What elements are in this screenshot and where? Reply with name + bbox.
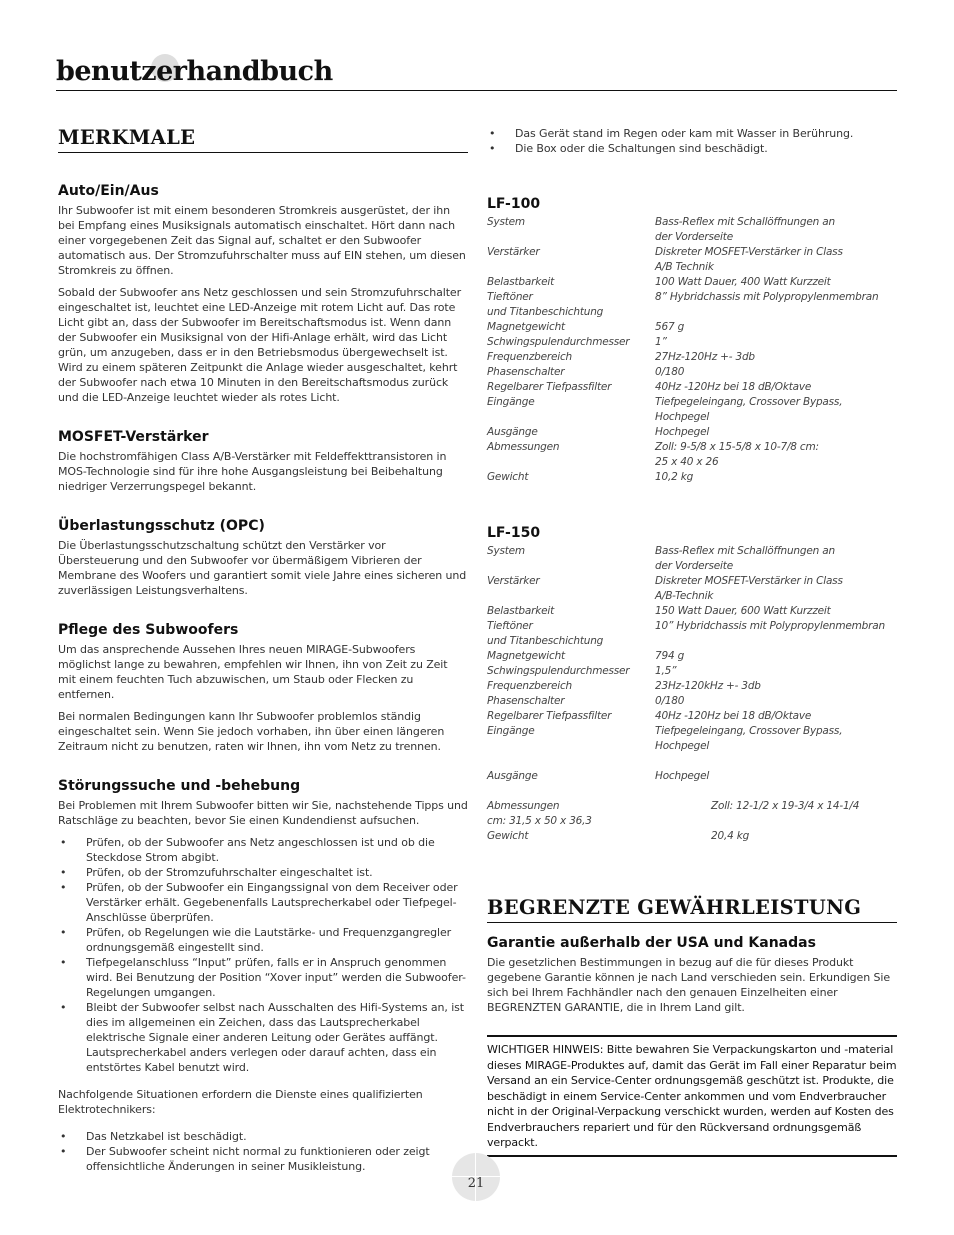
list-item: • Prüfen, ob der Stromzufuhrschalter eingeschaltet ist.	[58, 865, 468, 880]
spec-value: 8” Hybridchassis mit Polypropylenmembran	[655, 291, 879, 303]
spec-label	[487, 410, 655, 425]
header-rule	[56, 90, 897, 91]
spec-row	[487, 559, 897, 574]
spec-row	[487, 649, 897, 664]
spec-label: Gewicht	[487, 830, 529, 842]
auto-paragraph-2: Sobald der Subwoofer ans Netz geschlossen und sein Stromzufuhrschalter eingeschaltet ist, leuchtet eine LED-Anzeige mit rotem Licht auf. Das rote Licht gibt an, dass der Subwoofer im Bereitschaftsmodus ist. Wenn dann der Subwoofer ein Musiksignal von der Hifi-Anlage erhält, wird das Licht grün, um anzugeben, dass er in den Betriebsmodus übergewechselt ist. Wird zu einem späteren Zeitpunkt die Anlage wieder ausgeschaltet, kehrt der Subwoofer nach etwa 10 Minuten in den Bereitschaftsmodus zurück und die LED-Anzeige leuchtet wieder als rotes Licht.	[58, 286, 461, 404]
care-paragraph-1: Um das ansprechende Aussehen Ihres neuen MIRAGE-Subwoofers möglichst lange zu bewahren, empfehlen wir Ihnen, ihn von Zeit zu Zeit mit einem feuchten Tuch abzuwischen, um Staub oder Flecken zu entfernen.	[58, 643, 448, 701]
care-heading: Pflege des Subwoofers	[58, 622, 239, 638]
spec-label: Regelbarer Tiefpassfilter	[487, 710, 612, 722]
spec-value	[711, 814, 897, 829]
spec-row	[487, 335, 897, 350]
warranty-subheading: Garantie außerhalb der USA und Kanadas	[487, 935, 816, 951]
spec-label: Magnetgewicht	[487, 650, 565, 662]
spec-value	[655, 305, 897, 320]
spec-value: 27Hz-120Hz +- 3db	[655, 351, 755, 363]
spec-value: Hochpegel	[655, 770, 710, 782]
spec-row	[487, 664, 897, 679]
spec-value: A/B Technik	[655, 261, 714, 273]
spec-row	[487, 634, 897, 649]
spec-label: Magnetgewicht	[487, 321, 565, 333]
spec-label: Verstärker	[487, 246, 540, 258]
auto-paragraph-1: Ihr Subwoofer ist mit einem besonderen Stromkreis ausgerüstet, der ihn bei Empfang eines Musiksignals automatisch einschaltet. Hört dann nach einer vorgegebenen Zeit das Signal auf, schaltet er den Subwoofer automatisch aus. Der Stromzufuhrschalter muss auf EIN stehen, um diesen Stromkreis zu öffnen.	[58, 204, 466, 277]
spec-label: Verstärker	[487, 575, 540, 587]
spec-row	[487, 320, 897, 335]
list-item: • Die Box oder die Schaltungen sind beschädigt.	[487, 141, 897, 156]
important-notice-box	[487, 1035, 897, 1157]
spec-row	[487, 724, 897, 754]
opc-heading: Überlastungsschutz (OPC)	[58, 518, 265, 534]
spec-label: Abmessungen	[487, 800, 560, 812]
spec-row	[487, 679, 897, 694]
lf100-heading: LF-100	[487, 196, 541, 212]
spec-label: Frequenzbereich	[487, 351, 573, 363]
list-item: • Bleibt der Subwoofer selbst nach Ausschalten des Hifi-Systems an, ist dies im allgemeinen ein Zeichen, dass das Lautsprecherkabel elektrische Signale einer anderen Leitung oder Gerätes auffängt. Lautsprecherkabel anders verlegen oder darauf achten, dass ein entstörtes Kabel benutzt wird.	[58, 1000, 468, 1075]
lf100-spec-table	[487, 215, 897, 485]
spec-value: der Vorderseite	[655, 560, 733, 572]
spec-row	[487, 619, 897, 634]
spec-value: 150 Watt Dauer, 600 Watt Kurzzeit	[655, 605, 831, 617]
spec-value: Tiefpegeleingang, Crossover Bypass, Hochpegel	[655, 725, 843, 752]
spec-label	[487, 589, 655, 604]
care-paragraph-2: Bei normalen Bedingungen kann Ihr Subwoofer problemlos ständig eingeschaltet sein. Wenn Sie jedoch vorhaben, ihn über einen längeren Zeitraum nicht zu benutzen, raten wir Ihnen, ihn vom Netz zu trennen.	[58, 710, 445, 753]
spec-row	[487, 694, 897, 709]
spec-row	[487, 410, 897, 425]
spec-value: 100 Watt Dauer, 400 Watt Kurzzeit	[655, 276, 831, 288]
spec-row	[487, 440, 897, 455]
spec-label: Belastbarkeit	[487, 276, 554, 288]
spec-value: Hochpegel	[655, 411, 710, 423]
spec-label: Tieftöner	[487, 620, 533, 632]
spec-label	[487, 230, 655, 245]
spec-label: Eingänge	[487, 396, 535, 408]
spec-value: 1”	[655, 336, 667, 348]
spec-label: Gewicht	[487, 471, 529, 483]
list-item: • Prüfen, ob der Subwoofer ein Eingangssignal von dem Receiver oder Verstärker erhält. Gegebenenfalls Lautsprecherkabel oder Tiefpegel-Anschlüsse überprüfen.	[58, 880, 468, 925]
list-item: • Tiefpegelanschluss “Input” prüfen, falls er in Anspruch genommen wird. Bei Benutzung der Position “Xover input” werden die Subwoofer-Regelungen umgangen.	[58, 955, 468, 1000]
spec-row	[487, 604, 897, 619]
spec-value: 40Hz -120Hz bei 18 dB/Oktave	[655, 381, 812, 393]
spec-row	[487, 799, 897, 814]
spec-label: System	[487, 216, 525, 228]
service-list	[58, 1129, 468, 1174]
warranty-paragraph: Die gesetzlichen Bestimmungen in bezug auf die für dieses Produkt gegebene Garantie können je nach Land verschieden sein. Erkundigen Sie sich bei Ihrem Fachhändler nach den genauen Einzelheiten einer BEGRENZTEN GARANTIE, die in Ihrem Land gilt.	[487, 956, 890, 1014]
spec-label: Schwingspulendurchmesser	[487, 665, 630, 677]
list-item: • Prüfen, ob Regelungen wie die Lautstärke- und Frequenzgangregler ordnungsgemäß eingestellt sind.	[58, 925, 468, 955]
right-column	[487, 126, 897, 1157]
spec-row	[487, 829, 897, 844]
spec-label: Ausgänge	[487, 426, 538, 438]
warranty-heading: BEGRENZTE GEWÄHRLEISTUNG	[487, 896, 897, 923]
list-item: • Das Gerät stand im Regen oder kam mit Wasser in Berührung.	[487, 126, 897, 141]
lf150-heading: LF-150	[487, 525, 541, 541]
spec-label: cm: 31,5 x 50 x 36,3	[487, 815, 592, 827]
spec-row	[487, 290, 897, 305]
spec-label: Regelbarer Tiefpassfilter	[487, 381, 612, 393]
spec-value: Bass-Reflex mit Schallöffnungen an	[655, 545, 835, 557]
page-title: benutzerhandbuch	[56, 56, 333, 87]
spec-value: 0/180	[655, 366, 685, 378]
spec-label: Tieftöner	[487, 291, 533, 303]
troubleshooting-heading: Störungssuche und -behebung	[58, 778, 301, 794]
spec-value: Diskreter MOSFET-Verstärker in Class	[655, 575, 843, 587]
spec-row	[487, 230, 897, 245]
spec-label: Frequenzbereich	[487, 680, 573, 692]
spec-label: und Titanbeschichtung	[487, 635, 604, 647]
spec-value	[655, 634, 897, 649]
spec-value: 567 g	[655, 321, 685, 333]
spec-label: Phasenschalter	[487, 366, 565, 378]
spec-row	[487, 709, 897, 724]
spec-row	[487, 260, 897, 275]
spec-row	[487, 455, 897, 470]
spec-label: Abmessungen	[487, 441, 560, 453]
spec-row	[487, 395, 897, 410]
spec-row	[487, 470, 897, 485]
spec-row	[487, 814, 897, 829]
troubleshooting-intro: Bei Problemen mit Ihrem Subwoofer bitten wir Sie, nachstehende Tipps und Ratschläge zu beachten, bevor Sie einen Kundendienst aufsuchen.	[58, 799, 468, 827]
spec-value: Hochpegel	[655, 426, 710, 438]
spec-row	[487, 215, 897, 230]
mosfet-paragraph: Die hochstromfähigen Class A/B-Verstärker mit Feldeffekttransistoren in MOS-Technologie sind für ihre hohe Ausgangsleistung bei Beibehaltung niedriger Verzerrungspegel bekannt.	[58, 450, 447, 493]
spec-value: 40Hz -120Hz bei 18 dB/Oktave	[655, 710, 812, 722]
spec-value: 794 g	[655, 650, 685, 662]
opc-paragraph: Die Überlastungsschutzschaltung schützt den Verstärker vor Übersteuerung und den Subwoofer vor übermäßigem Vibrieren der Membrane des Woofers und garantiert somit viele Jahre eines sicheren und zuverlässigen Leistungsverhaltens.	[58, 539, 467, 597]
spec-label: System	[487, 545, 525, 557]
spec-value: 20,4 kg	[711, 830, 750, 842]
spec-label	[487, 455, 655, 470]
spec-row	[487, 245, 897, 260]
spec-row	[487, 350, 897, 365]
troubleshooting-checklist	[58, 835, 468, 1075]
spec-value: Bass-Reflex mit Schallöffnungen an	[655, 216, 835, 228]
spec-value: 25 x 40 x 26	[655, 456, 719, 468]
spec-label: Belastbarkeit	[487, 605, 554, 617]
spec-value: 10,2 kg	[655, 471, 694, 483]
list-item: • Der Subwoofer scheint nicht normal zu funktionieren oder zeigt offensichtliche Änderungen in seiner Musikleistung.	[58, 1144, 468, 1174]
spec-row	[487, 365, 897, 380]
spec-row	[487, 425, 897, 440]
spec-row	[487, 380, 897, 395]
page-number: 21	[467, 1176, 485, 1191]
features-heading: MERKMALE	[58, 126, 468, 153]
spec-value: A/B-Technik	[655, 590, 714, 602]
spec-row	[487, 275, 897, 290]
spec-value: Zoll: 9-5/8 x 15-5/8 x 10-7/8 cm:	[655, 441, 819, 453]
spec-label	[487, 559, 655, 574]
service-list-continued	[487, 126, 897, 156]
lf150-spec-table	[487, 544, 897, 844]
spec-value: Diskreter MOSFET-Verstärker in Class	[655, 246, 843, 258]
spec-label	[487, 260, 655, 275]
spec-row	[487, 305, 897, 320]
spec-value: 10” Hybridchassis mit Polypropylenmembran	[655, 620, 885, 632]
spec-value: 0/180	[655, 695, 685, 707]
spec-row	[487, 589, 897, 604]
spec-value: 1,5”	[655, 665, 677, 677]
important-notice-text: WICHTIGER HINWEIS: Bitte bewahren Sie Verpackungskarton und -material dieses MIRAGE-Produktes auf, damit das Gerät im Fall einer Reparatur beim Versand an ein Service-Center ordnungsgemäß geschützt ist. Produkte, die beschädigt in einem Service-Center ankommen und vom Endverbraucher nicht in der Original-Verpackung verschickt wurden, werden auf Kosten des Endverbrauchers repariert und für den Rückversand ordnungsgemäß verpackt.	[487, 1043, 897, 1149]
page-number-medallion	[452, 1153, 500, 1201]
spec-row	[487, 769, 897, 784]
spec-label: Ausgänge	[487, 770, 538, 782]
spec-value: der Vorderseite	[655, 231, 733, 243]
spec-label: Eingänge	[487, 725, 535, 737]
spec-label: und Titanbeschichtung	[487, 306, 604, 318]
list-item: • Das Netzkabel ist beschädigt.	[58, 1129, 468, 1144]
spec-row	[487, 544, 897, 559]
service-intro: Nachfolgende Situationen erfordern die Dienste eines qualifizierten Elektrotechnikers:	[58, 1088, 423, 1116]
auto-heading: Auto/Ein/Aus	[58, 183, 159, 199]
spec-row	[487, 574, 897, 589]
mosfet-heading: MOSFET-Verstärker	[58, 429, 209, 445]
spec-value: Zoll: 12-1/2 x 19-3/4 x 14-1/4	[711, 800, 860, 812]
spec-value: Tiefpegeleingang, Crossover Bypass,	[655, 396, 843, 408]
spec-label: Schwingspulendurchmesser	[487, 336, 630, 348]
list-item: • Prüfen, ob der Subwoofer ans Netz angeschlossen ist und ob die Steckdose Strom abgibt.	[58, 835, 468, 865]
spec-label: Phasenschalter	[487, 695, 565, 707]
left-column	[58, 126, 468, 1181]
spec-value: 23Hz-120kHz +- 3db	[655, 680, 761, 692]
